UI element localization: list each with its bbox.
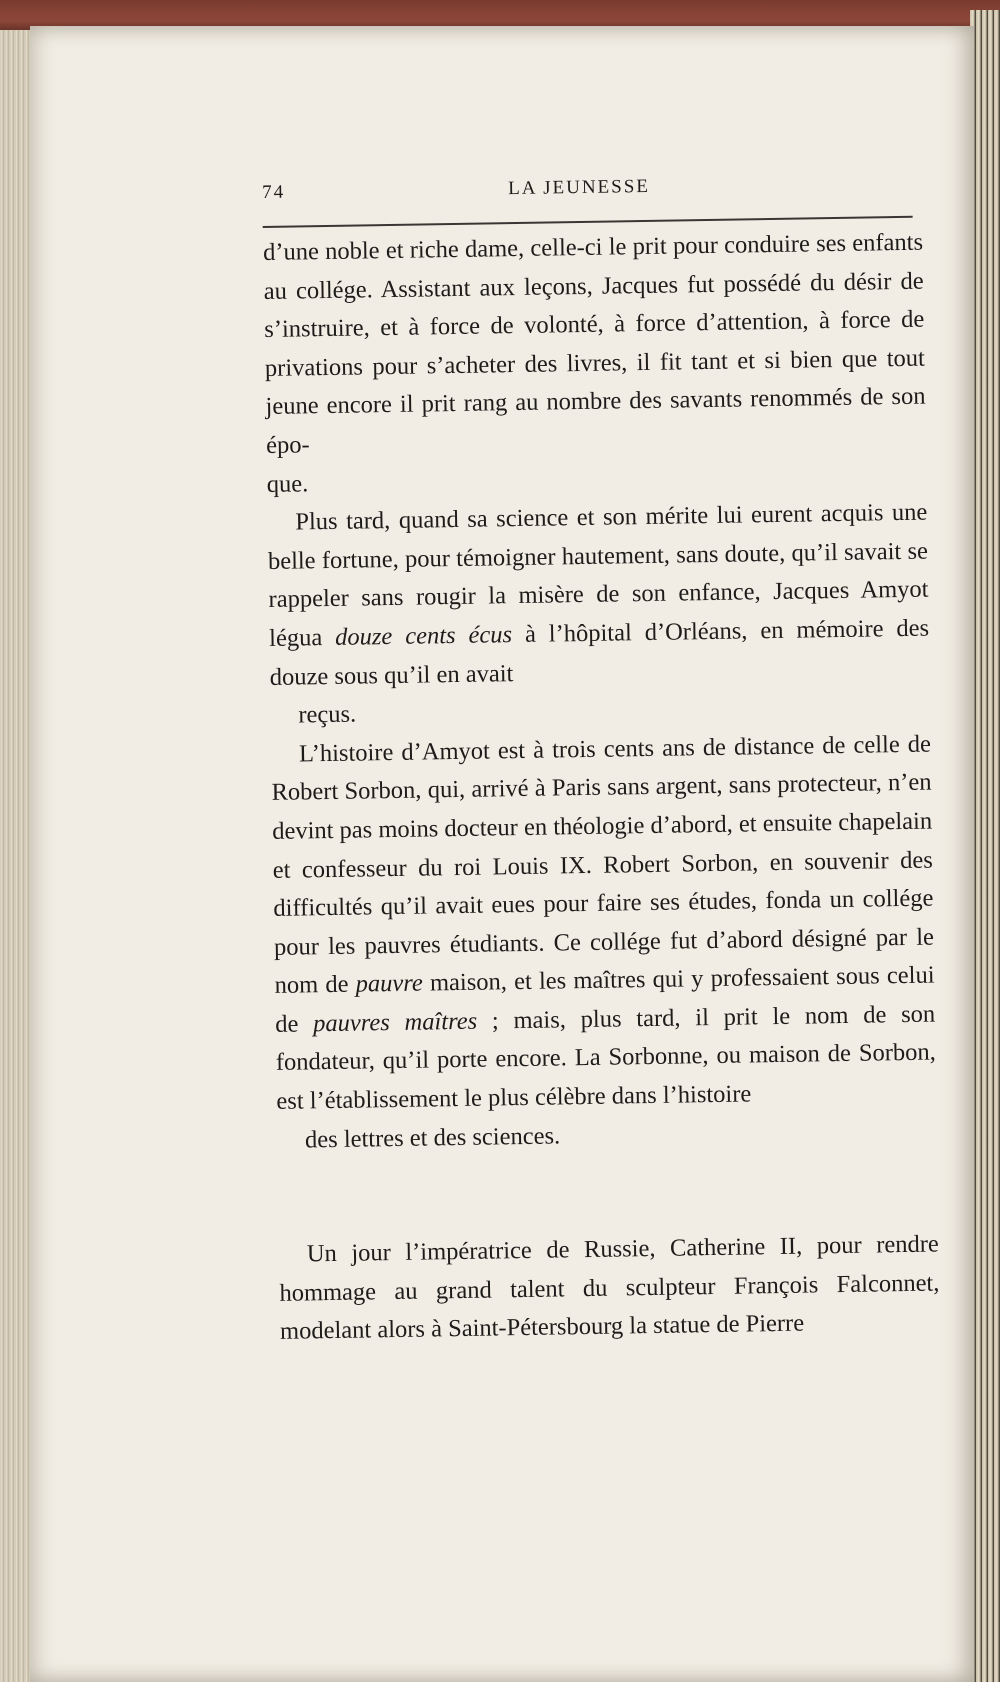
paragraph-4-text: Un jour l’impératrice de Russie, Catherine II, pour rendre hommage au grand talent du sculpteur François Falconnet, modelant alors à Saint-Pétersbourg la statue de Pierre [279, 1230, 940, 1346]
paragraph-3 [271, 725, 938, 1160]
page-number: 74 [262, 181, 286, 203]
paragraph-1 [263, 224, 927, 504]
paragraph-1-text: d’une noble et riche dame, celle-ci le prit pour conduire ses enfants au collége. Assistant aux leçons, Jacques fut possédé du désir de s’instruire, et à force de volonté, à force d’attention, à force de privations pour s’acheter des livres, il fit tant et si bien que tout jeune encore il prit rang au nombre des savants renommés de son épo- [262, 228, 926, 459]
paragraph-2-text-b: à l’hôpital d’Orléans, en mémoire des douze sous qu’il en avait [269, 614, 930, 691]
paragraph-3-text-c: ; mais, plus tard, il prit le nom de son fondateur, qu’il porte encore. La Sorbonne, ou maison de Sorbon, est l’établissement le plus célèbre dans l’histoire [275, 1000, 936, 1115]
paragraph-3-end: des lettres et des sciences. [304, 1122, 561, 1154]
paragraph-4 [279, 1226, 941, 1352]
paragraph-2-italic: douze cents écus [334, 621, 513, 651]
paragraph-2-text-a: Plus tard, quand sa science et son mérite lui eurent acquis une belle fortune, pour témoigner hautement, sans doute, qu’il savait se rappeler sans rougir la misère de son enfance, Jacques Amyot légua [267, 498, 929, 652]
running-title: LA JEUNESSE [507, 175, 651, 200]
paragraph-2 [267, 494, 931, 736]
section-gap [277, 1150, 938, 1236]
paragraph-3-text-a: L’histoire d’Amyot est à trois cents ans de distance de celle de Robert Sorbon, qui, arrivé à Paris sans argent, sans protecteur, n’en devint pas moins docteur en théologie d’abord, et ensuite chapelain et confesseur du roi Louis IX. Robert Sorbon, en souvenir des difficultés qu’il avait eues pour faire ses études, fonda un collége pour les pauvres étudiants. Ce collége fut d’abord désigné par le nom de [271, 730, 935, 1000]
paragraph-3-text-b: maison, et les maîtres qui y professaient sous celui de [275, 961, 935, 1038]
page-text-block [262, 172, 940, 1352]
paragraph-3-italic-1: pauvre [355, 969, 424, 998]
paragraph-2-end: reçus. [298, 700, 357, 729]
paragraph-3-italic-2: pauvres maîtres [312, 1007, 478, 1038]
page-stack-right [970, 10, 1000, 1682]
paragraph-1-end: que. [266, 469, 309, 498]
